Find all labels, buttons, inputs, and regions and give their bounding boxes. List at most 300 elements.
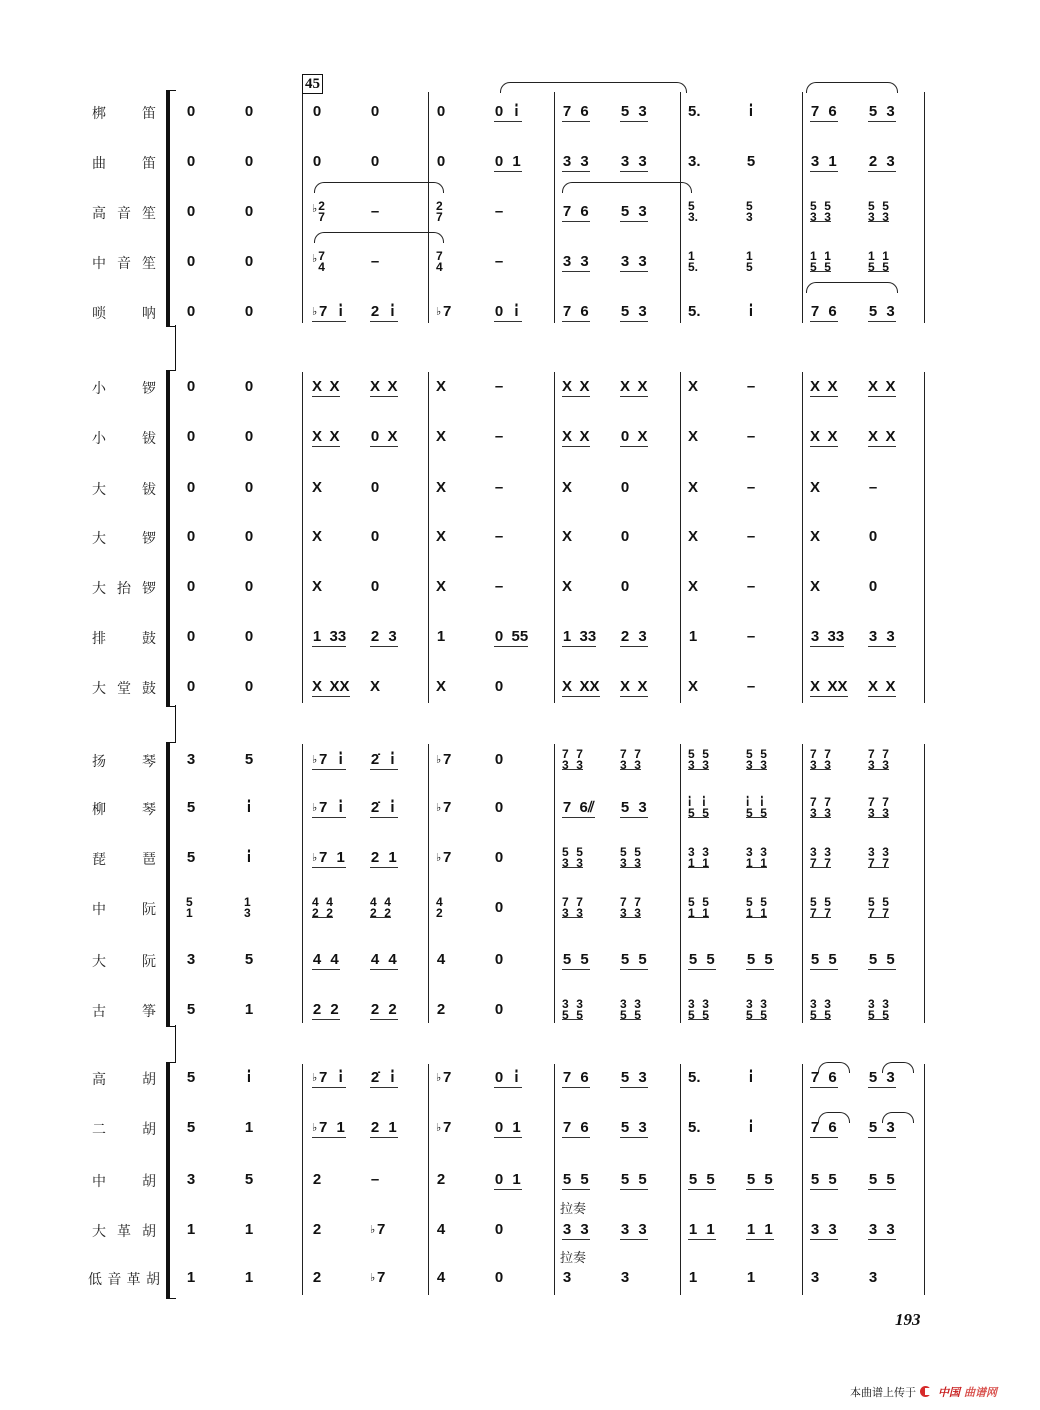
slur-mark [882,1112,914,1123]
instrument-label: 柳 琴 [92,802,156,818]
note-cell: 7 6 [810,103,837,120]
note-cell: 3 [810,1269,820,1286]
note-cell: ♭ 7 1 [312,1119,345,1136]
barline [302,744,303,1023]
note-cell: 3 5 3 5 [688,997,709,1022]
note-cell: 0 [186,203,196,220]
note-cell: 5 3. [688,199,699,224]
note-cell: – [494,253,504,270]
note-cell: 0 [186,153,196,170]
note-cell: 0 1 [494,1171,521,1188]
note-cell: 0 [244,253,254,270]
note-cell: 3 [620,1269,630,1286]
note-cell: 0 i̇ [494,1070,522,1086]
note-cell: X [688,479,699,496]
note-cell: 1 5. [688,249,699,274]
note-cell: X [810,479,821,496]
note-cell: 0 [494,1001,504,1018]
barline [680,92,681,323]
note-cell: – [494,203,504,220]
note-cell: 2 i̇ [370,304,398,320]
note-cell: 0 [244,479,254,496]
note-cell: X X [868,378,896,395]
instrument-label: 大抬锣 [92,581,156,597]
instrument-label: 唢 呐 [92,306,156,322]
note-cell: 4 4 [312,951,339,968]
note-cell: 1 1 [746,1221,773,1238]
note-cell: 5. [688,103,701,120]
note-cell: 3 5 3 5 [620,997,641,1022]
note-cell: X [436,378,447,395]
note-cell: 0 [244,678,254,695]
note-cell: – [868,479,878,496]
note-cell: i̇ [748,103,754,120]
note-cell: – [746,678,756,695]
instrument-label: 高 胡 [92,1072,156,1088]
note-cell: – [746,428,756,445]
note-cell: ♭ 7 [370,1221,386,1238]
group-bracket [166,90,176,327]
note-cell: X X [562,428,590,445]
note-cell: X X [370,378,398,395]
note-cell: 5 3 [868,1069,895,1086]
note-cell: 5 [186,1119,196,1136]
note-cell: 0 [370,528,380,545]
note-cell: 5 5 [810,951,837,968]
barline [802,744,803,1023]
note-cell: X [688,378,699,395]
note-cell: 0 [312,103,322,120]
note-cell: X [562,578,573,595]
note-cell: 5 7 5 7 [868,895,889,920]
note-cell: 0 [186,528,196,545]
barline [428,744,429,1023]
note-cell: 5 5 [746,1171,773,1188]
note-cell: ♭ 7 [370,1269,386,1286]
note-cell: 2 1 [370,1119,397,1136]
note-cell: 7 3 7 3 [810,747,831,772]
note-cell: 2 3 [370,628,397,645]
note-cell: 3 3 [562,1221,589,1238]
note-cell: 7 6 [562,203,589,220]
bowing-annotation: 拉奏 [560,1202,587,1217]
note-cell: 5. [688,1069,701,1086]
slur-mark [314,182,444,193]
group-bracket [166,370,176,707]
note-cell: 0 [494,799,504,816]
note-cell: ♭ 7 i̇ [312,752,346,768]
note-cell: 5 5 [868,951,895,968]
note-cell: – [494,378,504,395]
instrument-label: 中音笙 [92,256,156,272]
barline [428,372,429,703]
footer-text: 本曲谱上传于 [850,1386,916,1399]
note-cell: 5 3 [620,799,647,816]
note-cell: 5 3 [868,103,895,120]
note-cell: 5 1 5 1 [746,895,767,920]
note-cell: i̇ 5 i̇ 5 [688,795,709,820]
note-cell: 1 1 [688,1221,715,1238]
barline [554,92,555,323]
note-cell: 3 5 3 5 [746,997,767,1022]
rehearsal-mark: 45 [302,74,323,94]
note-cell: – [494,479,504,496]
note-cell: 7 6 [562,303,589,320]
instrument-label: 古 筝 [92,1004,156,1020]
note-cell: 0 [494,751,504,768]
note-cell: X [688,428,699,445]
note-cell: 1 [746,1269,756,1286]
note-cell: ♭ 7 i̇ [312,800,346,816]
note-cell: 5 3 [868,303,895,320]
note-cell: 3 3 [562,153,589,170]
note-cell: – [746,578,756,595]
barline [428,92,429,323]
note-cell: 3 3 [810,1221,837,1238]
note-cell: 5 [244,951,254,968]
note-cell: X [562,479,573,496]
note-cell: 1 33 [562,628,597,645]
note-cell: 2 2 [370,1001,397,1018]
barline [924,92,925,323]
barline [554,372,555,703]
note-cell: ♭ 7 4 [312,249,325,274]
instrument-label: 高音笙 [92,206,156,222]
note-cell: 4 4 [370,951,397,968]
note-cell: 5 5 [562,1171,589,1188]
barline [680,744,681,1023]
note-cell: 2 [436,1001,446,1018]
note-cell: 5 3 5 3 [868,199,889,224]
note-cell: i̇ [748,1119,754,1136]
note-cell: – [746,378,756,395]
barline [802,372,803,703]
note-cell: 3 33 [810,628,845,645]
slur-mark [818,1062,850,1073]
note-cell: 0 [436,153,446,170]
note-cell: 5 [244,1171,254,1188]
note-cell: 0 [494,899,504,916]
page-number: 193 [895,1310,921,1329]
note-cell: 2̇ i̇ [370,752,398,768]
note-cell: 1 [688,1269,698,1286]
note-cell: 4 2 [436,895,443,920]
note-cell: 2̇ i̇ [370,1070,398,1086]
note-cell: 0 1 [494,1119,521,1136]
note-cell: 3 1 3 1 [688,845,709,870]
note-cell: X [810,578,821,595]
barline [924,1064,925,1295]
note-cell: 5 [746,153,756,170]
note-cell: 5 3 5 3 [562,845,583,870]
note-cell: 7 6 [562,1119,589,1136]
note-cell: 1 [186,1269,196,1286]
system-connector [175,705,176,742]
note-cell: 5 3 5 3 [688,747,709,772]
note-cell: 7 6 [562,1069,589,1086]
note-cell: 0 [436,103,446,120]
note-cell: ♭ 2 7 [312,199,325,224]
note-cell: 0 [186,303,196,320]
note-cell: 3. [688,153,701,170]
note-cell: 1 [244,1269,254,1286]
note-cell: – [370,253,380,270]
note-cell: 5 1 5 1 [688,895,709,920]
note-cell: 1 5 1 5 [810,249,831,274]
note-cell: 5 3 [620,303,647,320]
note-cell: X XX [810,678,848,695]
note-cell: 5 [186,1069,196,1086]
note-cell: 3 [186,1171,196,1188]
note-cell: 7 6 [810,1119,837,1136]
slur-mark [882,1062,914,1073]
note-cell: 5 3 [620,103,647,120]
note-cell: 0 [244,103,254,120]
note-cell: 0 [186,428,196,445]
bowing-annotation: 拉奏 [560,1251,587,1266]
note-cell: 3 [562,1269,572,1286]
note-cell: – [370,1171,380,1188]
note-cell: ♭ 7 [436,1119,452,1136]
note-cell: ♭ 7 i̇ [312,1070,346,1086]
note-cell: 0 [244,578,254,595]
note-cell: 3 3 [620,153,647,170]
note-cell: 0 [868,578,878,595]
barline [428,1064,429,1295]
note-cell: 1 [244,1221,254,1238]
note-cell: 7 3 7 3 [562,895,583,920]
note-cell: X [436,428,447,445]
note-cell: i̇ [748,1069,754,1086]
note-cell: 3 3 [620,253,647,270]
note-cell: 1 5 [746,249,753,274]
note-cell: 1 33 [312,628,347,645]
note-cell: 5 3 5 3 [810,199,831,224]
note-cell: X X [810,428,838,445]
note-cell: X [312,528,323,545]
note-cell: 2 3 [868,153,895,170]
note-cell: 0 [244,428,254,445]
note-cell: X [312,479,323,496]
note-cell: 3 3 [868,628,895,645]
note-cell: ♭ 7 [436,849,452,866]
note-cell: 1 [436,628,446,645]
note-cell: 0 [186,253,196,270]
note-cell: 5. [688,303,701,320]
note-cell: 0 [370,153,380,170]
note-cell: – [746,628,756,645]
note-cell: i̇ [246,849,252,866]
system-connector [175,1025,176,1062]
note-cell: – [494,578,504,595]
note-cell: 5 5 [620,951,647,968]
instrument-label: 曲 笛 [92,156,156,172]
note-cell: 2 [312,1171,322,1188]
group-bracket [166,1062,176,1299]
note-cell: 7 3 7 3 [810,795,831,820]
note-cell: 5 5 [810,1171,837,1188]
note-cell: i̇ [246,799,252,816]
note-cell: 2̇ i̇ [370,800,398,816]
note-cell: 5 5 [688,1171,715,1188]
slur-mark [818,1112,850,1123]
barline [554,1064,555,1295]
note-cell: 0 [494,1221,504,1238]
note-cell: 0 [244,303,254,320]
note-cell: X X [868,428,896,445]
barline [802,1064,803,1295]
note-cell: 0 [868,528,878,545]
site-name-a: 中国 [938,1386,960,1399]
instrument-label: 中 阮 [92,902,156,918]
note-cell: 3 1 3 1 [746,845,767,870]
note-cell: 3 1 [810,153,837,170]
note-cell: X [436,528,447,545]
note-cell: X [810,528,821,545]
barline [302,1064,303,1295]
note-cell: 3 5 3 5 [562,997,583,1022]
note-cell: 5 3 5 3 [620,845,641,870]
note-cell: 5 5 [562,951,589,968]
note-cell: 4 [436,1221,446,1238]
note-cell: i̇ 5 i̇ 5 [746,795,767,820]
note-cell: – [494,528,504,545]
note-cell: 4 [436,951,446,968]
note-cell: 3 3 [562,253,589,270]
note-cell: X XX [562,678,600,695]
note-cell: 3 7 3 7 [868,845,889,870]
note-cell: – [494,428,504,445]
note-cell: 0 [186,678,196,695]
note-cell: 5 [186,799,196,816]
note-cell: 0 [186,103,196,120]
note-cell: 5 3 [620,203,647,220]
note-cell: X XX [312,678,350,695]
note-cell: 5 3 [620,1069,647,1086]
note-cell: ♭ 7 [436,799,452,816]
note-cell: 7 6 [810,1069,837,1086]
note-cell: X X [312,378,340,395]
note-cell: 7 6 [810,303,837,320]
note-cell: 0 [186,378,196,395]
slur-mark [314,232,444,243]
instrument-label: 大 钹 [92,482,156,498]
note-cell: 1 [688,628,698,645]
note-cell: 4 2 4 2 [312,895,333,920]
note-cell: 3 [868,1269,878,1286]
note-cell: 0 [494,951,504,968]
note-cell: 5 3 [868,1119,895,1136]
note-cell: 1 5 1 5 [868,249,889,274]
barline [924,744,925,1023]
footer-credit [850,1384,997,1400]
note-cell: 0 [370,103,380,120]
note-cell: 0 [620,578,630,595]
note-cell: 1 [244,1001,254,1018]
note-cell: 0 [370,479,380,496]
barline [680,1064,681,1295]
barline [802,92,803,323]
instrument-label: 扬 琴 [92,754,156,770]
note-cell: 0 X [370,428,398,445]
note-cell: 0 [620,528,630,545]
note-cell: 5 [244,751,254,768]
note-cell: 0 [186,578,196,595]
note-cell: X X [620,378,648,395]
note-cell: X [436,479,447,496]
note-cell: 3 3 [868,1221,895,1238]
note-cell: i̇ [246,1069,252,1086]
note-cell: 0 [494,849,504,866]
note-cell: X [562,528,573,545]
note-cell: 5 5 [620,1171,647,1188]
note-cell: i̇ [748,303,754,320]
note-cell: 4 [436,1269,446,1286]
note-cell: 0 X [620,428,648,445]
note-cell: 1 3 [244,895,251,920]
note-cell: 5 7 5 7 [810,895,831,920]
note-cell: 2 3 [620,628,647,645]
note-cell: 2 7 [436,199,443,224]
instrument-label: 二 胡 [92,1122,156,1138]
note-cell: 2 1 [370,849,397,866]
instrument-label: 琵 琶 [92,852,156,868]
note-cell: ♭ 7 [436,1069,452,1086]
note-cell: 7 3 7 3 [562,747,583,772]
note-cell: 0 [244,378,254,395]
note-cell: X X [620,678,648,695]
note-cell: 0 [244,203,254,220]
note-cell: 5 3 [746,199,753,224]
note-cell: 7 4 [436,249,443,274]
note-cell: 0 [370,578,380,595]
note-cell: 0 [186,628,196,645]
note-cell: 0 [186,479,196,496]
note-cell: 0 [244,628,254,645]
slur-mark [500,82,687,93]
note-cell: X [688,578,699,595]
note-cell: 7 3 7 3 [868,747,889,772]
note-cell: ♭ 7 [436,751,452,768]
note-cell: X [370,678,381,695]
note-cell: ♭ 7 [436,303,452,320]
note-cell: 3 [186,751,196,768]
note-cell: 2 [312,1221,322,1238]
slur-mark [806,282,898,293]
note-cell: 0 [494,678,504,695]
note-cell: ♭ 7 i̇ [312,304,346,320]
instrument-label: 大堂鼓 [92,681,156,697]
note-cell: 7 6 [562,103,589,120]
note-cell: 1 [244,1119,254,1136]
note-cell: X X [810,378,838,395]
note-cell: 0 [620,479,630,496]
note-cell: 0 [244,153,254,170]
instrument-label: 大 锣 [92,531,156,547]
note-cell: 5 1 [186,895,193,920]
note-cell: 5 [186,1001,196,1018]
group-bracket [166,742,176,1027]
instrument-label: 小 钹 [92,431,156,447]
note-cell: 5 3 5 3 [746,747,767,772]
note-cell: X [436,578,447,595]
note-cell: 3 7 3 7 [810,845,831,870]
barline [924,372,925,703]
note-cell: 5 5 [746,951,773,968]
note-cell: 5 [186,849,196,866]
instrument-label: 排 鼓 [92,631,156,647]
note-cell: 3 3 [620,1221,647,1238]
